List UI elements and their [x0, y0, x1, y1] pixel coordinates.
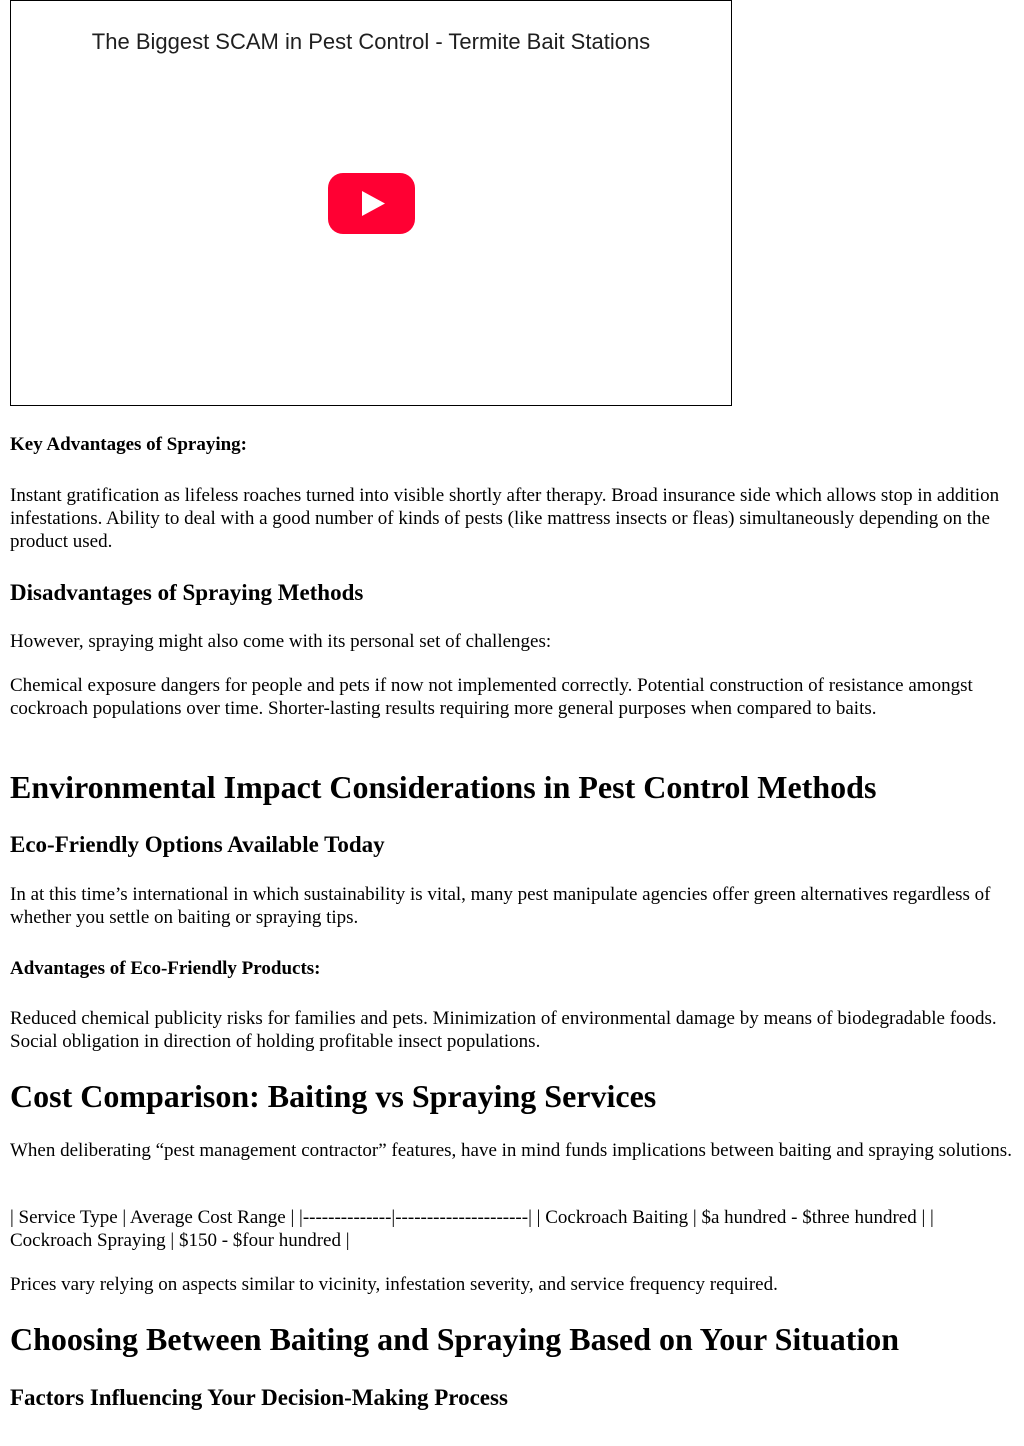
paragraph-key-advantages: Instant gratification as lifeless roaches turned into visible shortly after therapy. Broad insurance side which allows stop in addition infestations. Ability to deal with a good number of kinds of pests (like mattress insects or fleas) simultaneously depending on the product used.	[10, 485, 1000, 552]
paragraph-chemical-exposure: Chemical exposure dangers for people and pets if now not implemented correctly. Potential construction of resistance amongst cockroach populations over time. Shorter-lasting results requiring more general purposes when compared to baits.	[10, 675, 973, 719]
paragraph-eco-options: In at this time’s international in which sustainability is vital, many pest manipulate agencies offer green alternatives regardless of whether you settle on baiting or spraying tips.	[10, 884, 991, 928]
embedded-video-player[interactable]	[10, 0, 732, 406]
paragraph-however: However, spraying might also come with its personal set of challenges:	[10, 631, 552, 652]
paragraph-prices-vary: Prices vary relying on aspects similar to vicinity, infestation severity, and service frequency required.	[10, 1274, 778, 1295]
heading-eco-options: Eco-Friendly Options Available Today	[10, 832, 385, 857]
heading-environmental-impact: Environmental Impact Considerations in Pest Control Methods	[10, 769, 877, 805]
paragraph-cost-intro: When deliberating “pest management contractor” features, have in mind funds implications between baiting and spraying solutions.	[10, 1140, 1012, 1161]
paragraph-cost-table: | Service Type | Average Cost Range | |--------------|---------------------| | Cockroach Baiting | $a hundred - $three hundred | | Cockroach Spraying | $150 - $four hundred |	[10, 1207, 934, 1251]
play-icon	[328, 173, 415, 234]
heading-cost-comparison: Cost Comparison: Baiting vs Spraying Services	[10, 1078, 657, 1114]
paragraph-eco-advantages: Reduced chemical publicity risks for families and pets. Minimization of environmental damage by means of biodegradable foods. Social obligation in direction of holding profitable insect populations.	[10, 1008, 997, 1052]
video-title[interactable]: The Biggest SCAM in Pest Control - Termite Bait Stations	[91, 29, 651, 54]
heading-disadvantages: Disadvantages of Spraying Methods	[10, 580, 364, 605]
heading-factors: Factors Influencing Your Decision-Making Process	[10, 1385, 508, 1410]
heading-key-advantages: Key Advantages of Spraying:	[10, 434, 247, 455]
heading-eco-advantages: Advantages of Eco-Friendly Products:	[10, 958, 321, 979]
heading-choosing: Choosing Between Baiting and Spraying Based on Your Situation	[10, 1321, 900, 1357]
play-button[interactable]	[328, 173, 415, 234]
